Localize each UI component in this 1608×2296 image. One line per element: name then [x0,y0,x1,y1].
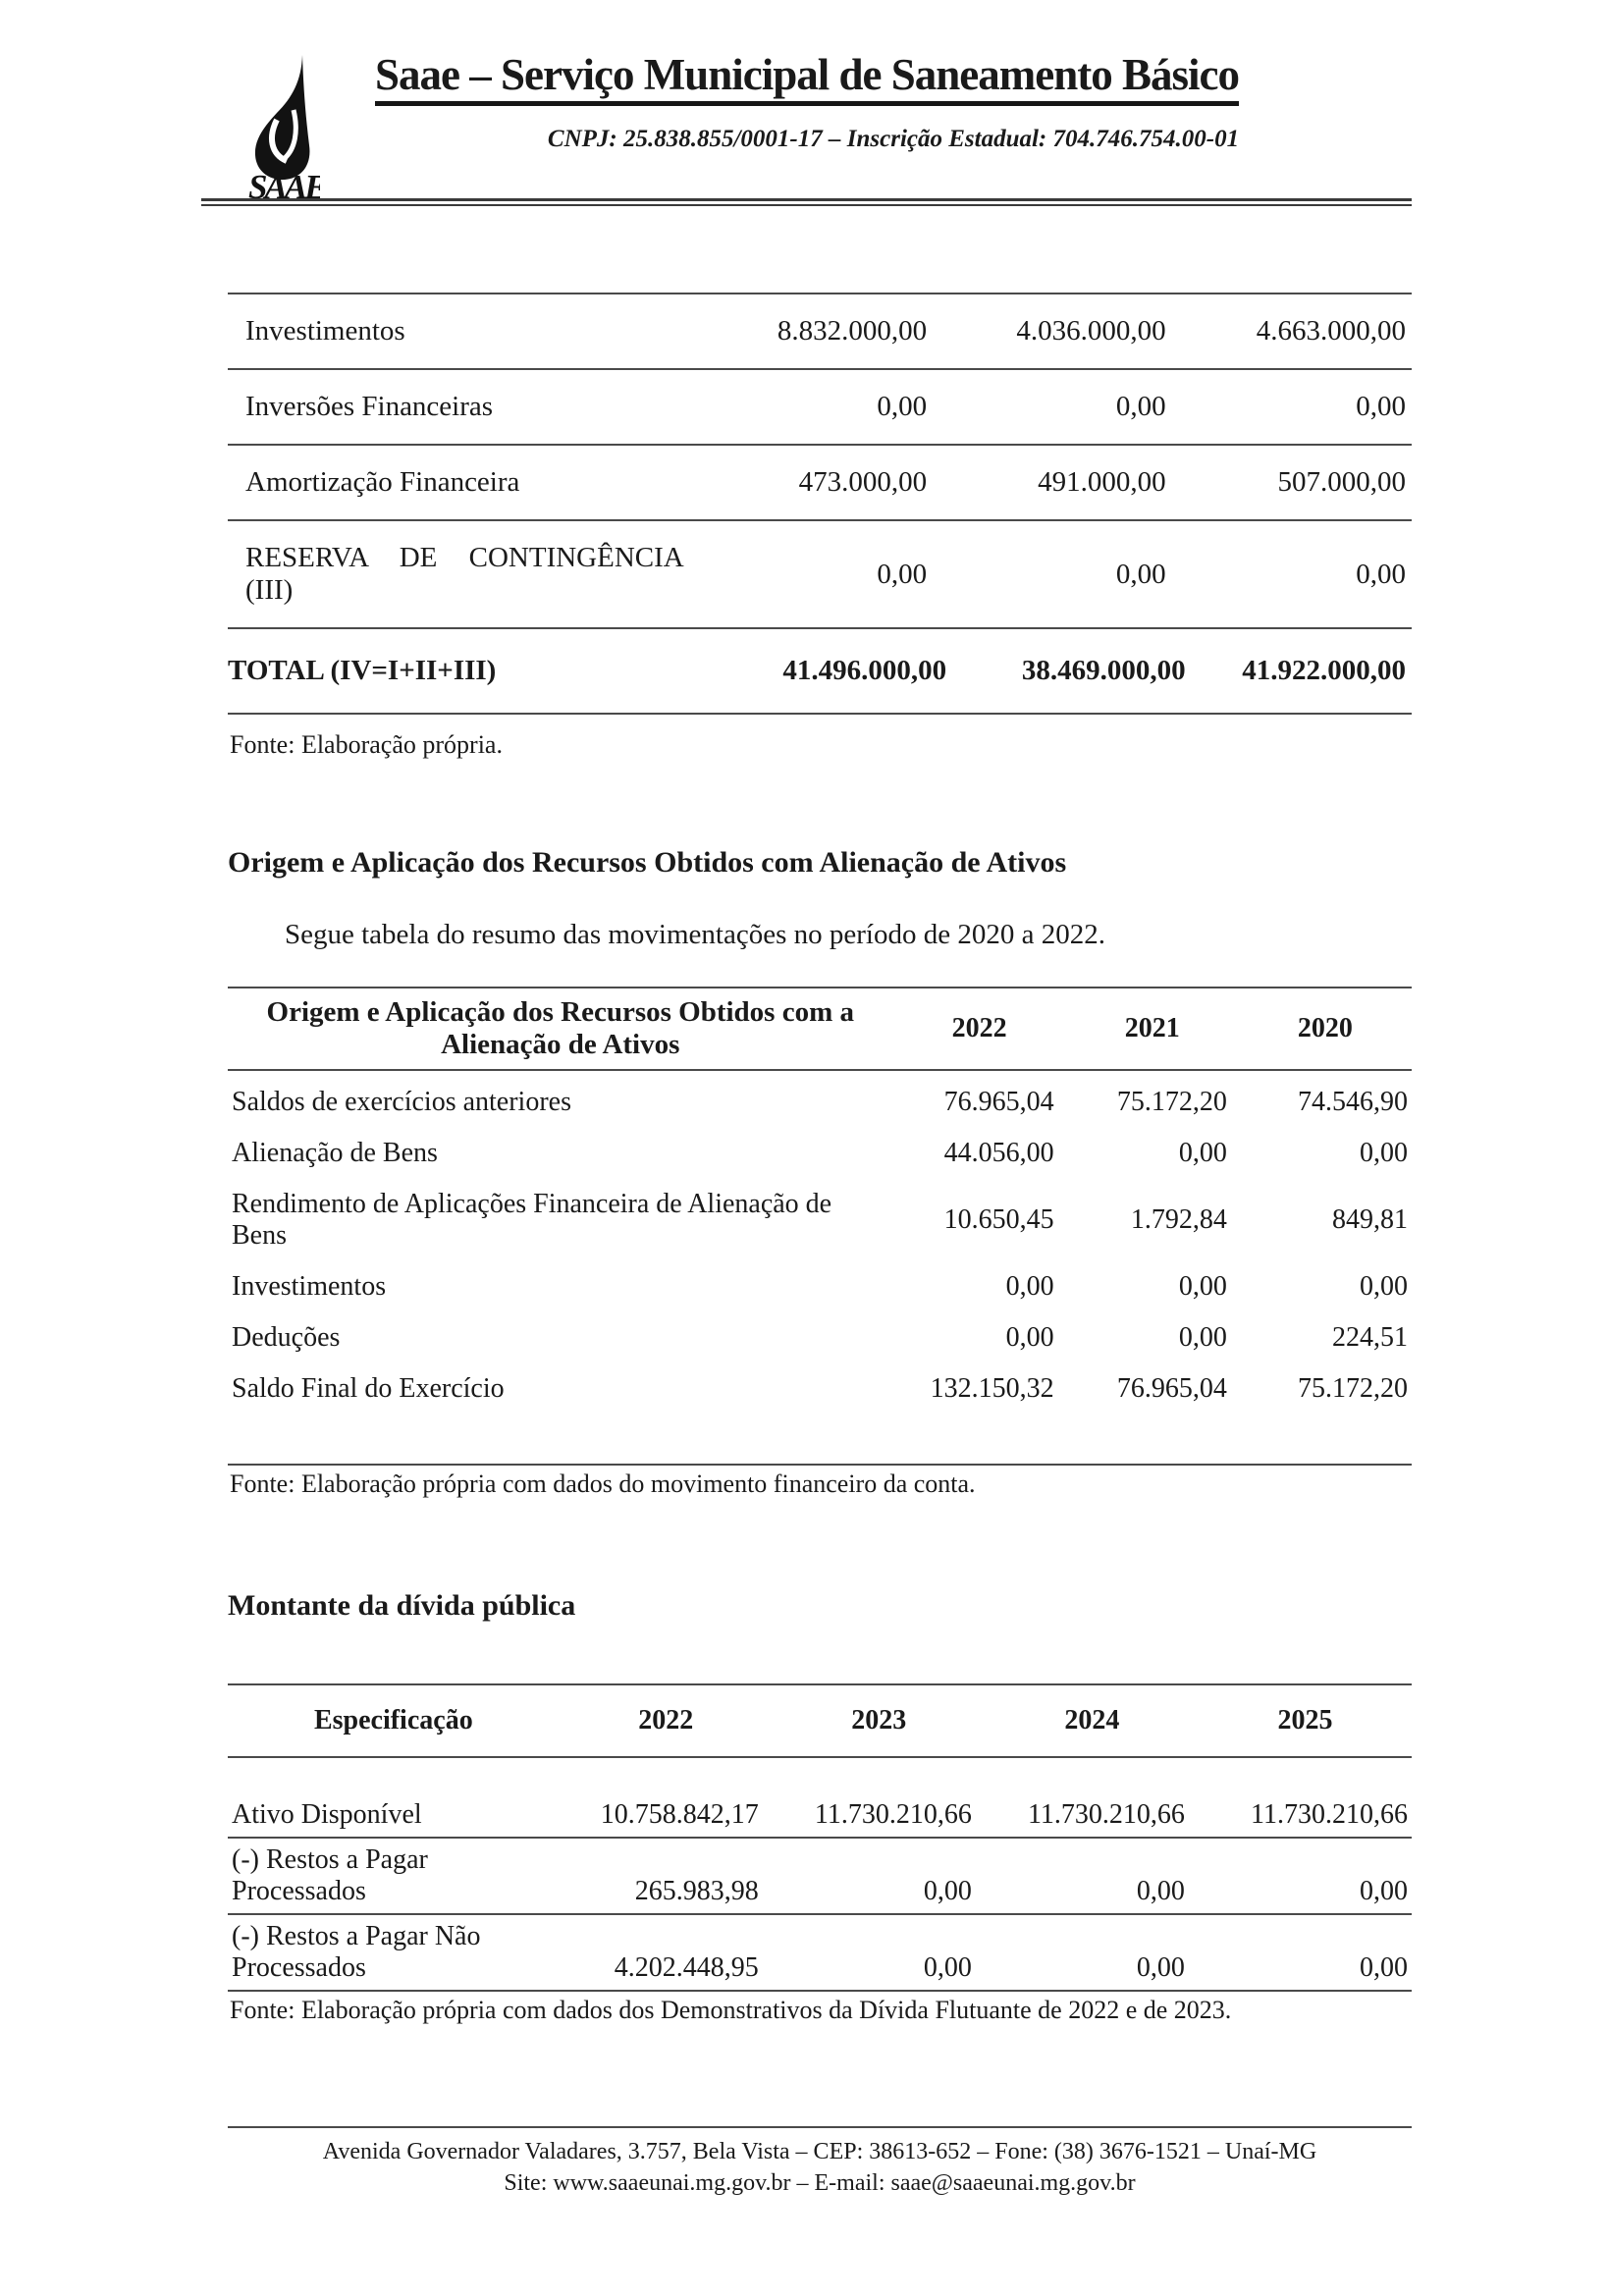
row-label: Investimentos [228,294,708,369]
row-value: 507.000,00 [1186,445,1412,520]
table-row [228,1757,1412,1838]
row-value: 1.792,84 [1130,1204,1227,1235]
row-value: 75.172,20 [1116,1087,1227,1117]
saae-logo [247,53,320,202]
row-label: TOTAL (IV=I+II+III) [228,628,708,714]
table-row-total [228,628,1412,714]
row-label: Investimentos [232,1271,387,1302]
table-header-row [228,988,1412,1070]
row-label: Alienação de Bens [232,1138,438,1168]
row-label: Rendimento de Aplicações Financeira de Alienação de Bens [232,1189,832,1251]
budget-table [228,293,1412,715]
source-note: Fonte: Elaboração própria com dados do movimento financeiro da conta. [230,1469,976,1498]
column-header-year: 2023 [773,1684,986,1757]
letterhead [228,49,1412,202]
row-value: 41.922.000,00 [1186,628,1412,714]
row-value: 0,00 [1178,1271,1227,1302]
table-row [228,1838,1412,1914]
row-value: 0,00 [1005,1271,1054,1302]
row-value: 0,00 [986,1838,1199,1914]
table-row [228,1070,1412,1128]
row-value: 0,00 [1360,1138,1408,1168]
table-row [228,445,1412,520]
row-value: 11.730.210,66 [773,1757,986,1838]
document-body [228,293,1412,2025]
row-label: RESERVA DE CONTINGÊNCIA (III) [228,520,708,628]
table-row [228,1914,1412,1991]
row-value: 0,00 [946,369,1185,445]
row-value: 10.758.842,17 [560,1757,773,1838]
table-row [228,1261,1412,1312]
alienation-table [228,987,1412,1464]
row-value: 0,00 [773,1914,986,1991]
row-value: 10.650,45 [943,1204,1054,1235]
row-value: 224,51 [1332,1322,1408,1353]
column-header: Especificação [228,1684,560,1757]
row-value: 76.965,04 [1116,1373,1227,1404]
row-value: 4.663.000,00 [1186,294,1412,369]
table-header-row [228,1684,1412,1757]
row-value: 41.496.000,00 [708,628,946,714]
row-value: 0,00 [1178,1322,1227,1353]
row-label: (-) Restos a Pagar Processados [228,1838,560,1914]
row-value: 4.036.000,00 [946,294,1185,369]
row-value: 0,00 [708,369,946,445]
svg-text:SAAE: SAAE [248,168,320,202]
page-footer [228,2126,1412,2199]
row-value: 44.056,00 [943,1138,1054,1168]
table-row [228,1179,1412,1261]
column-header-year: 2022 [893,988,1066,1070]
row-value: 0,00 [1005,1322,1054,1353]
debt-table [228,1683,1412,1992]
row-value: 0,00 [1199,1914,1412,1991]
intro-paragraph: Segue tabela do resumo das movimentações no período de 2020 a 2022. [285,919,1105,950]
row-label: Amortização Financeira [228,445,708,520]
row-value: 132.150,32 [930,1373,1054,1404]
row-value: 473.000,00 [708,445,946,520]
table-row [228,520,1412,628]
column-header-year: 2025 [1199,1684,1412,1757]
row-value: 0,00 [1186,520,1412,628]
row-label: Inversões Financeiras [228,369,708,445]
org-name-title: Saae – Serviço Municipal de Saneamento Básico [375,49,1239,106]
footer-contact: Site: www.saaeunai.mg.gov.br – E-mail: saae@saaeunai.mg.gov.br [504,2170,1136,2196]
table-row [228,294,1412,369]
row-value: 11.730.210,66 [986,1757,1199,1838]
row-value: 0,00 [1186,369,1412,445]
table-row [228,1128,1412,1179]
column-header: Origem e Aplicação dos Recursos Obtidos com a Alienação de Ativos [228,988,893,1070]
row-label: (-) Restos a Pagar Não Processados [228,1914,560,1991]
section-heading-alienation: Origem e Aplicação dos Recursos Obtidos com Alienação de Ativos [228,846,1067,879]
table-bottom-rule [228,1464,1412,1466]
footer-address: Avenida Governador Valadares, 3.757, Bela Vista – CEP: 38613-652 – Fone: (38) 3676-1521 – Unaí-MG [322,2139,1317,2164]
row-label: Deduções [232,1322,341,1353]
row-value: 0,00 [708,520,946,628]
table-row [228,1312,1412,1363]
header-divider [201,198,1412,206]
table-row [228,369,1412,445]
row-value: 0,00 [1199,1838,1412,1914]
column-header-year: 2024 [986,1684,1199,1757]
row-label: Saldo Final do Exercício [232,1373,505,1404]
row-value: 11.730.210,66 [1199,1757,1412,1838]
column-header-year: 2020 [1239,988,1412,1070]
row-value: 75.172,20 [1298,1373,1408,1404]
column-header-year: 2021 [1066,988,1239,1070]
row-value: 0,00 [946,520,1185,628]
row-value: 0,00 [1178,1138,1227,1168]
registration-line: CNPJ: 25.838.855/0001-17 – Inscrição Estadual: 704.746.754.00-01 [547,126,1240,152]
row-value: 849,81 [1332,1204,1408,1235]
row-value: 4.202.448,95 [560,1914,773,1991]
row-value: 76.965,04 [943,1087,1054,1117]
row-value: 0,00 [1360,1271,1408,1302]
row-value: 38.469.000,00 [946,628,1185,714]
water-drop-icon [247,53,320,202]
row-value: 0,00 [773,1838,986,1914]
row-value: 0,00 [986,1914,1199,1991]
table-row [228,1363,1412,1464]
source-note: Fonte: Elaboração própria. [230,730,503,759]
row-label: Saldos de exercícios anteriores [232,1087,571,1117]
row-value: 8.832.000,00 [708,294,946,369]
row-label: Ativo Disponível [228,1757,560,1838]
row-value: 74.546,90 [1298,1087,1408,1117]
source-note: Fonte: Elaboração própria com dados dos Demonstrativos da Dívida Flutuante de 2022 e de 2023. [230,1996,1232,2024]
section-heading-debt: Montante da dívida pública [228,1589,576,1622]
column-header-year: 2022 [560,1684,773,1757]
row-value: 491.000,00 [946,445,1185,520]
row-value: 265.983,98 [560,1838,773,1914]
